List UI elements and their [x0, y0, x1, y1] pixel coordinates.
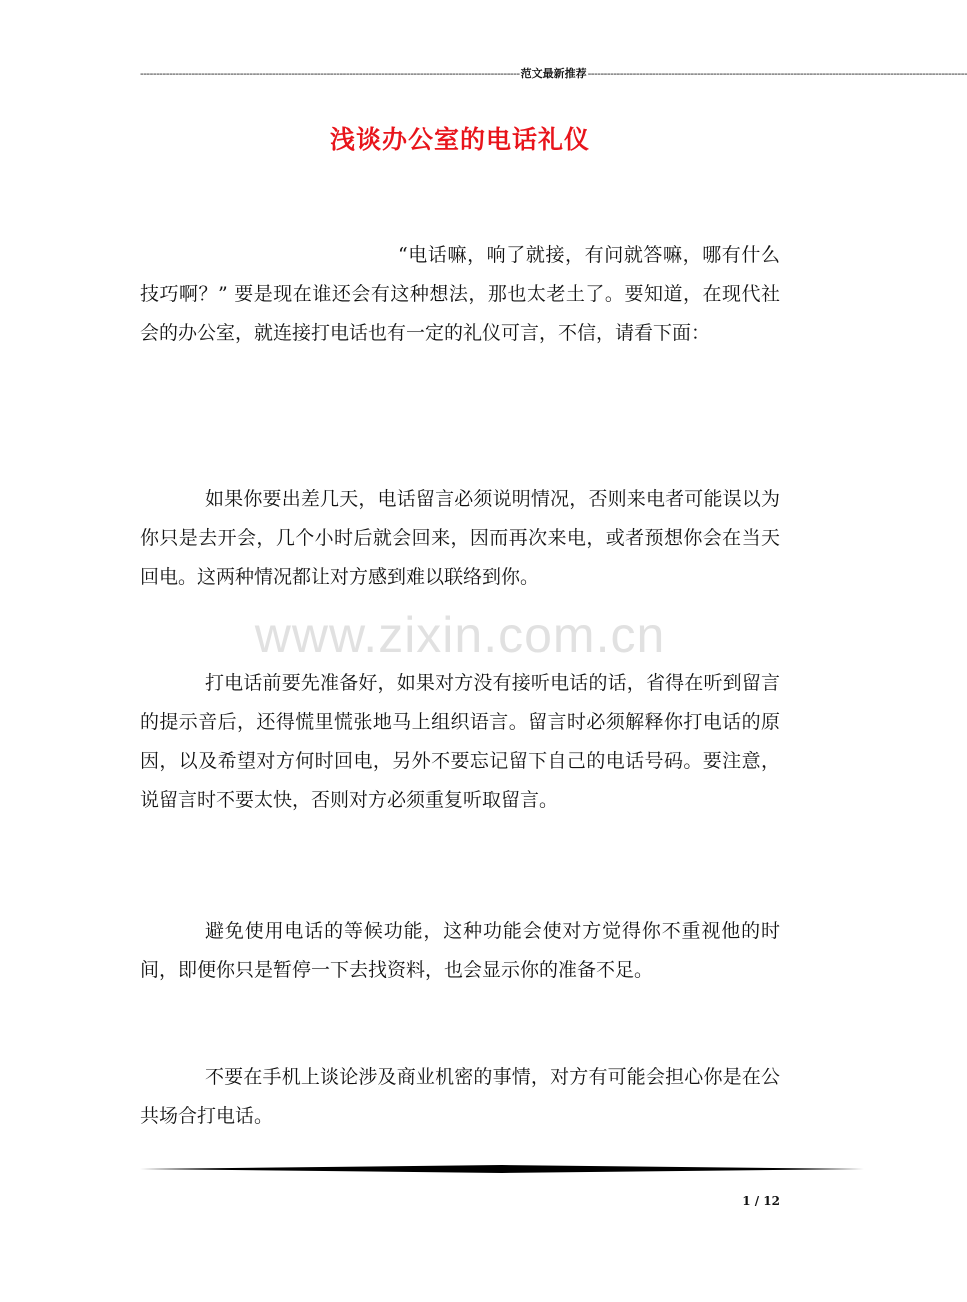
document-title: 浅谈办公室的电话礼仪 — [329, 125, 590, 154]
header-rule-left: ---------------------------------------------------------------------------------------------------------------------- — [140, 67, 520, 80]
paragraph-4: 避免使用电话的等候功能，这种功能会使对方觉得你不重视他的时间，即便你只是暂停一下去找资料，也会显示你的准备不足。 — [140, 920, 780, 981]
footer-divider — [140, 1162, 864, 1176]
header-label: 范文最新推荐 — [520, 68, 587, 80]
paragraph-1: “电话嘛，响了就接，有问就答嘛，哪有什么技巧啊？” 要是现在谁还会有这种想法，那也太老土了。要知道，在现代社会的办公室，就连接打电话也有一定的礼仪可言，不信，请看下面： — [140, 244, 780, 344]
paragraph-2: 如果你要出差几天，电话留言必须说明情况，否则来电者可能误以为你只是去开会，几个小时后就会回来，因而再次来电，或者预想你会在当天回电。这两种情况都让对方感到难以联络到你。 — [140, 488, 780, 588]
page-header — [140, 66, 967, 82]
paragraph-5: 不要在手机上谈论涉及商业机密的事情，对方有可能会担心你是在公共场合打电话。 — [140, 1066, 780, 1127]
watermark: www.zixin.com.cn — [254, 607, 666, 663]
header-rule-right: ---------------------------------------------------------------------------------------------------------------------- — [587, 67, 967, 80]
paragraph-3: 打电话前要先准备好，如果对方没有接听电话的话，省得在听到留言的提示音后，还得慌里慌张地马上组织语言。留言时必须解释你打电话的原因，以及希望对方何时回电，另外不要忘记留下自己的电话号码。要注意，说留言时不要太快，否则对方必须重复听取留言。 — [140, 672, 780, 811]
page-number: 1 / 12 — [742, 1194, 780, 1208]
